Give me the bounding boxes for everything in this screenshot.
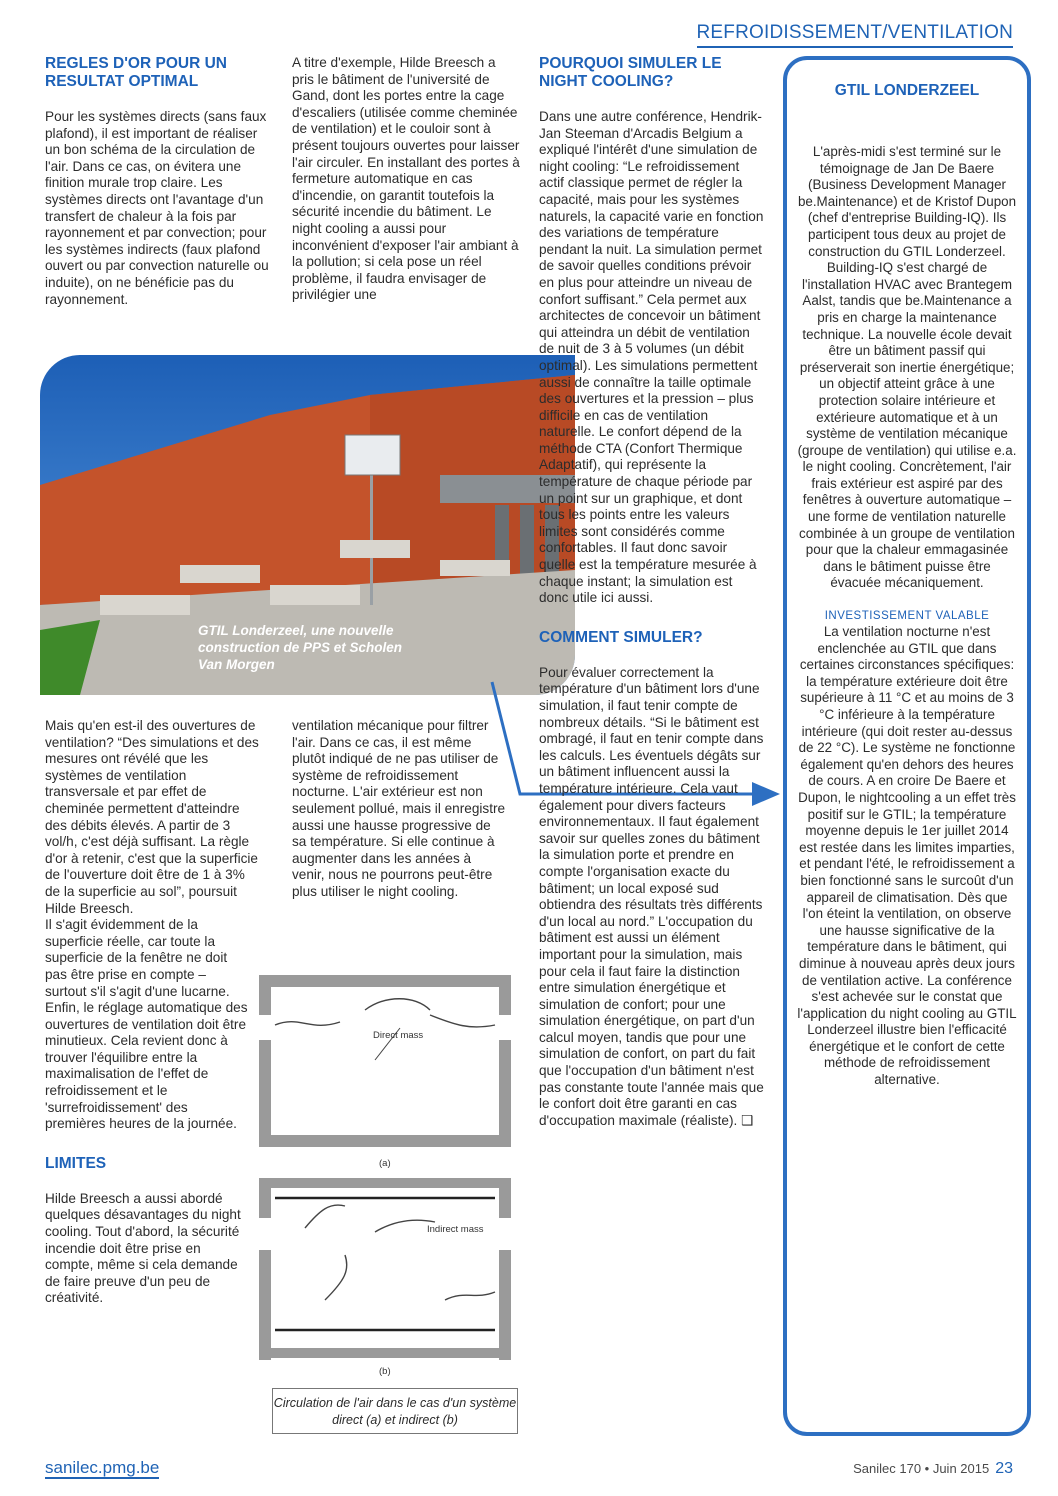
paragraph: Mais qu'en est-il des ouvertures de ventilation? “Des simulations et des mesures ont révélé que les systèmes de ventilation transversale et par effet de cheminée permettent d'atteindre des débits élevés. A partir de 3 vol/h, c'est déjà suffisant. La règle d'or à retenir, c'est que la superficie de l'ouverture doit être de 1 à 3% de la superficie au sol”, poursuit Hilde Breesch.	[45, 718, 259, 916]
column-3	[539, 55, 765, 1129]
airflow-diagram	[255, 970, 517, 1380]
column-2-bottom	[292, 718, 507, 901]
issue-info	[853, 1460, 1013, 1478]
figure-caption: Circulation de l'air dans le cas d'un système direct (a) et indirect (b)	[272, 1388, 518, 1434]
heading-regles: REGLES D'OR POUR UN RESULTAT OPTIMAL	[45, 55, 227, 90]
sidebar-subtitle: INVESTISSEMENT VALABLE	[824, 610, 990, 623]
figure-label-a: (a)	[379, 1158, 391, 1169]
page-number: 23	[995, 1460, 1013, 1477]
heading-limites: LIMITES	[45, 1154, 107, 1172]
site-url: sanilec.pmg.be	[45, 1458, 160, 1477]
heading-pourquoi: POURQUOI SIMULER LE NIGHT COOLING?	[539, 55, 722, 90]
issue-label: Sanilec 170 • Juin 2015	[853, 1461, 990, 1476]
paragraph: A titre d'exemple, Hilde Breesch a pris le bâtiment de l'université de Gand, dont les portes entre la cage d'escaliers (utilisée comme cheminée de ventilation) et le couloir sont à présent toujours ouvertes pour laisser l'air circuler. En installant des portes à fermeture automatique en cas d'incendie, on garantit toutefois la sécurité incendie du bâtiment. Le night cooling a aussi pour inconvénient d'exposer l'air ambiant à la pollution; si cela pose un réel problème, il faudra envisager de privilégier une	[292, 55, 520, 303]
sidebar-box	[783, 56, 1031, 1436]
column-2-top	[292, 55, 520, 304]
paragraph: Pour les systèmes directs (sans faux plafond), il est important de réaliser un bon schéma de la circulation de l'air. Dans ce cas, on évitera une finition murale trop claire. Les systèmes directs ont l'avantage d'un transfert de chaleur à la fois par rayonnement et par convection; pour les systèmes indirects (faux plafond ouvert ou par convection naturelle ou induite), on ne bénéficie pas du rayonnement.	[45, 109, 269, 307]
photo-caption: GTIL Londerzeel, une nouvelle construction de PPS et Scholen Van Morgen	[198, 623, 403, 672]
paragraph: Dans une autre conférence, Hendrik-Jan Steeman d'Arcadis Belgium a expliqué l'intérêt d'une simulation de night cooling: “Le refroidissement actif classique permet de régler la capacité, mais pour les systèmes naturels, la capacité varie en fonction des variations de température pendant la nuit. La simulation permet de savoir quelles conditions prévoir en plus pour atteindre un niveau de confort suffisant.” Cela permet aux architectes de concevoir un bâtiment qui atteindra un débit de ventilation de nuit de 3 à 5 volumes (un débit optimal). Les simulations permettent aussi de connaître la taille optimale des ouvertures et la pression – plus difficile en cas de ventilation naturelle. Le confort dépend de la méthode CTA (Confort Thermique Adaptatif), qui représente la température de chaque période par un point sur un graphique, et dont tous les points entre les valeurs limites sont considérés comme confortables. Il faut donc savoir quelle est la température mesurée à chaque instant; la simulation est donc utile ici aussi.	[539, 109, 764, 606]
sidebar-paragraph: L'après-midi s'est terminé sur le témoignage de Jan De Baere (Business Development Manager be.Maintenance) et de Kristof Dupon (chef d'entreprise Building-IQ). Ils participent tous deux au projet de construction du GTIL Londerzeel. Building-IQ s'est chargé de l'installation HVAC avec Brantegem Aalst, tandis que be.Maintenance a pris en charge la maintenance technique. La nouvelle école devait être un bâtiment passif qui préserverait son inertie énergétique; un objectif atteint grâce à une protection solaire intérieure et extérieure automatique et à un système de ventilation mécanique (groupe de ventilation) qui utilise e.a. le night cooling. Concrètement, l'air frais extérieur est aspiré par des fenêtres à ouverture automatique – une forme de ventilation naturelle combinée à un groupe de ventilation pour que la chaleur emmagasinée dans le bâtiment puisse être évacuée mécaniquement.	[797, 144, 1017, 591]
airflow-figure	[255, 970, 517, 1380]
direct-mass-label: Direct mass	[373, 1030, 424, 1041]
section-label: REFROIDISSEMENT/VENTILATION	[697, 22, 1013, 48]
paragraph: Pour évaluer correctement la température d'un bâtiment lors d'une simulation, il faut tenir compte de nombreux détails. “Si le bâtiment est ombragé, il faut en tenir compte dans les calculs. Les éventuels dégâts sur un bâtiment influencent aussi la température intérieure. Cela vaut également pour divers facteurs environnementaux. Il faut également savoir sur quelles zones du bâtiment la simulation porte et prendre en compte l'organisation exacte du bâtiment; un local exposé sud obtiendra des résultats très différents d'un local au nord.” L'occupation du bâtiment est aussi un élément important pour la simulation, mais pour cela il faut faire la distinction entre simulation énergétique et simulation de confort; pour une simulation énergétique, on part d'un calcul moyen, tandis que pour une simulation de confort, on part du fait que l'occupation d'un bâtiment n'est pas constante toute l'année mais que le confort doit être garanti en cas d'occupation maximale (réaliste). ❑	[539, 664, 764, 1128]
paragraph: Hilde Breesch a aussi abordé quelques désavantages du night cooling. Tout d'abord, la sécurité incendie doit être prise en compte, même si cela demande de faire preuve d'un peu de créativité.	[45, 1190, 241, 1306]
paragraph: ventilation mécanique pour filtrer l'air. Dans ce cas, il est même plutôt indiqué de ne pas utiliser de système de refroidissement nocturne. L'air extérieur est non seulement pollué, mais il enregistre aussi une hausse progressive de sa température. Si elle continue à augmenter dans les années à venir, nous ne pourrons peut-être plus utiliser le night cooling.	[292, 718, 506, 899]
heading-comment: COMMENT SIMULER?	[539, 628, 703, 646]
figure-label-b: (b)	[379, 1366, 391, 1377]
site-link[interactable]	[45, 1458, 159, 1478]
indirect-mass-label: Indirect mass	[427, 1224, 484, 1235]
sidebar-title: GTIL LONDERZEEL	[834, 82, 980, 99]
paragraph: Il s'agit évidemment de la superficie réelle, car toute la superficie de la fenêtre ne doit pas être prise en compte – surtout s'il s'agit d'une lucarne. Enfin, le réglage automatique des ouvertures de ventilation doit être minutieux. Cela revient donc à trouver l'équilibre entre la maximalisation de l'effet de refroidissement et le 'surrefroidissement' des premières heures de la journée.	[45, 917, 248, 1132]
column-1-top	[45, 55, 273, 308]
sidebar-paragraph: La ventilation nocturne n'est enclenchée au GTIL que dans certaines circonstances spécifiques: la température extérieure doit être supérieure à 11 °C et au moins de 3 °C inférieure à la température intérieure (qui doit rester au-dessus de 22 °C). Le système ne fonctionne également qu'en dehors des heures de cours. A en croire De Baere et Dupon, le nightcooling a un effet très positif sur le GTIL; la température moyenne depuis le 1er juillet 2014 est restée dans les limites imparties, et pendant l'été, le refroidissement a bien fonctionné sans le surcoût d'un appareil de climatisation. Dès que l'on éteint la ventilation, on observe une hausse significative de la température dans le bâtiment, qui diminue à nouveau après deux jours de ventilation active. La conférence s'est achevée sur le constat que l'application du night cooling au GTIL Londerzeel illustre bien l'efficacité énergétique et le confort de cette méthode de refroidissement alternative.	[797, 624, 1017, 1088]
column-1-bottom	[45, 718, 260, 1307]
